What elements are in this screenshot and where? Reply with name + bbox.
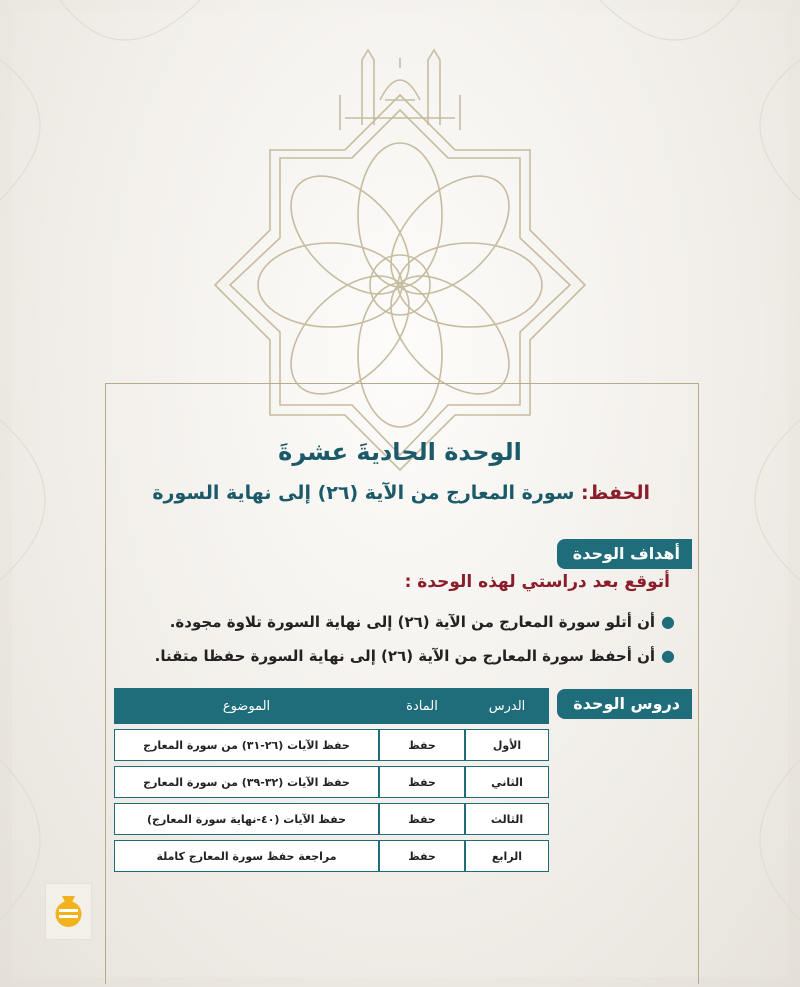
goals-intro: أتوقع بعد دراستي لهذه الوحدة :	[404, 572, 670, 592]
goal-text: أن أحفظ سورة المعارج من الآية (٢٦) إلى نهاية السورة حفظا متقنا.	[154, 647, 656, 665]
content-frame	[105, 383, 699, 984]
table-row	[114, 729, 549, 761]
table-row	[114, 803, 549, 835]
topic-cell: حفظ الآيات (٢٦-٣١) من سورة المعارج	[114, 729, 379, 761]
topic-cell: حفظ الآيات (٣٢-٣٩) من سورة المعارج	[114, 766, 379, 798]
subject-cell: حفظ	[379, 840, 465, 872]
goals-badge: أهداف الوحدة	[557, 539, 692, 569]
goal-item	[155, 639, 675, 673]
goal-text: أن أتلو سورة المعارج من الآية (٢٦) إلى نهاية السورة تلاوة مجودة.	[169, 613, 656, 631]
header-lesson: الدرس	[465, 688, 549, 724]
unit-title: الوحدة الحاديةَ عشرةَ	[278, 438, 522, 466]
memorization-text: سورة المعارج من الآية (٢٦) إلى نهاية السورة	[152, 482, 582, 504]
lesson-cell: الأول	[465, 729, 549, 761]
table-row	[114, 840, 549, 872]
lessons-table	[114, 688, 549, 872]
header-topic: الموضوع	[114, 688, 379, 724]
unit-subtitle	[152, 482, 650, 504]
table-row	[114, 766, 549, 798]
header-subject: المادة	[379, 688, 465, 724]
lesson-cell: الثالث	[465, 803, 549, 835]
dot-bullet-icon: ●	[661, 646, 675, 665]
publisher-logo-icon	[45, 883, 92, 940]
lesson-cell: الرابع	[465, 840, 549, 872]
lesson-cell: الثاني	[465, 766, 549, 798]
subject-cell: حفظ	[379, 766, 465, 798]
dot-bullet-icon: ●	[661, 612, 675, 631]
table-header-row	[114, 688, 549, 724]
subject-cell: حفظ	[379, 803, 465, 835]
lessons-badge: دروس الوحدة	[557, 689, 692, 719]
topic-cell: حفظ الآيات (٤٠-نهاية سورة المعارج)	[114, 803, 379, 835]
subject-cell: حفظ	[379, 729, 465, 761]
topic-cell: مراجعة حفظ سورة المعارج كاملة	[114, 840, 379, 872]
goal-item	[155, 605, 675, 639]
memorization-label: الحفظ:	[581, 482, 650, 504]
goals-list	[155, 605, 675, 673]
